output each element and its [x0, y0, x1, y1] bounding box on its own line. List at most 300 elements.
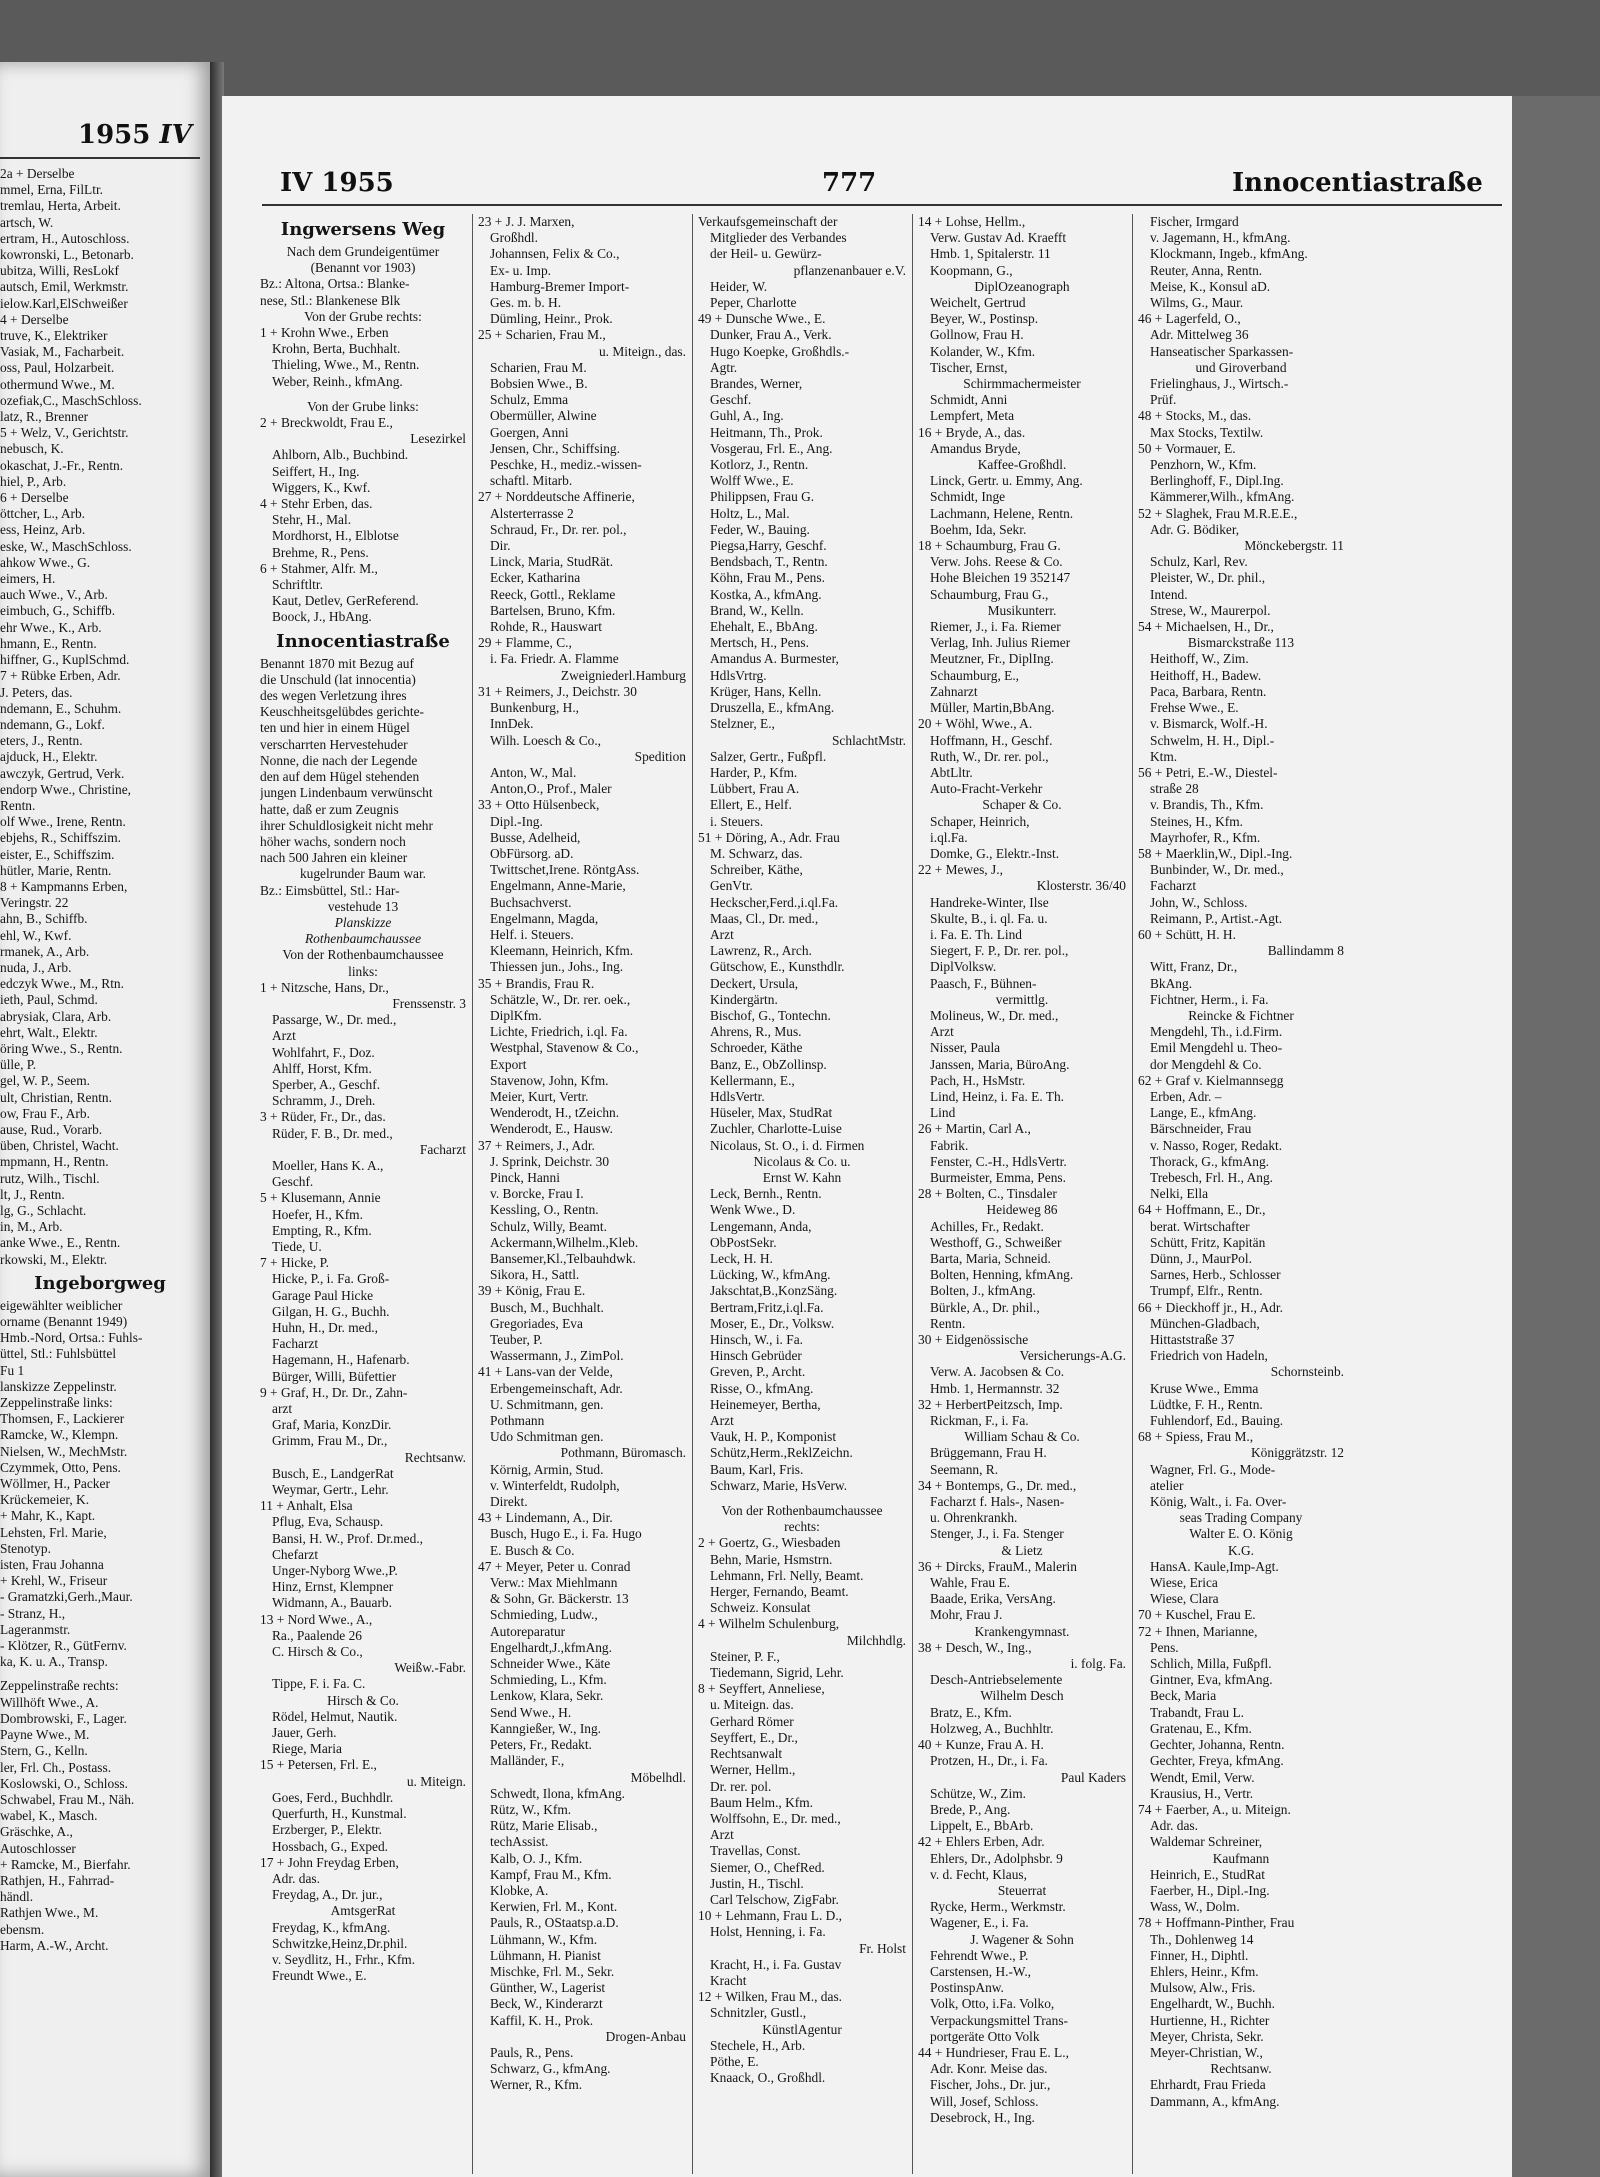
directory-entry: Siegert, F. P., Dr. rer. pol.,	[930, 943, 1069, 959]
directory-entry: 10 + Lehmann, Frau L. D.,	[698, 1908, 843, 1924]
directory-entry: 32 + HerbertPeitzsch, Imp.	[918, 1396, 1063, 1412]
directory-entry: Hicke, P., i. Fa. Groß-	[272, 1271, 390, 1287]
directory-entry: ülle, P.	[0, 1057, 37, 1073]
directory-entry: SchlachtMstr.	[831, 732, 906, 748]
directory-entry: hiel, P., Arb.	[0, 473, 67, 489]
directory-entry: Rütz, Marie Elisab.,	[490, 1818, 598, 1834]
directory-entry: hütler, Marie, Rentn.	[0, 862, 112, 878]
directory-entry: Sarnes, Herb., Schlosser	[1150, 1267, 1281, 1283]
directory-entry: 36 + Dircks, FrauM., Malerin	[918, 1558, 1077, 1574]
directory-entry: Schramm, J., Dreh.	[272, 1093, 376, 1109]
directory-entry: Kessling, O., Rentn.	[490, 1202, 599, 1218]
directory-entry: Burmeister, Emma, Pens.	[930, 1169, 1066, 1185]
directory-entry: HansA. Kaule,Imp-Agt.	[1150, 1558, 1279, 1574]
directory-entry: Lind, Heinz, i. Fa. E. Th.	[930, 1088, 1065, 1104]
directory-entry: 37 + Reimers, J., Adr.	[478, 1137, 595, 1153]
directory-entry: Molineus, W., Dr. med.,	[930, 1007, 1059, 1023]
directory-entry: Domke, G., Elektr.-Inst.	[930, 845, 1060, 861]
directory-entry: M. Schwarz, das.	[710, 845, 803, 861]
directory-entry: Schmieding, L., Kfm.	[490, 1672, 607, 1688]
directory-entry: kugelrunder Baum war.	[299, 866, 427, 882]
directory-entry: Schweiz. Konsulat	[710, 1600, 811, 1616]
directory-entry: straße 28	[1150, 781, 1199, 797]
directory-entry: Verw. Johs. Reese & Co.	[930, 554, 1063, 570]
directory-entry: Holzweg, A., Buchhltr.	[930, 1720, 1054, 1736]
directory-entry: wabel, K., Masch.	[0, 1808, 98, 1824]
directory-entry: Pens.	[1150, 1639, 1179, 1655]
directory-entry: Twittschet,Irene. RöntgAss.	[490, 862, 640, 878]
directory-entry: Ahlff, Horst, Kfm.	[272, 1060, 372, 1076]
directory-entry: verscharrten Hervestehuder	[260, 736, 408, 752]
directory-entry: Schwarz, Marie, HsVerw.	[710, 1477, 848, 1493]
directory-entry: 38 + Desch, W., Ing.,	[918, 1639, 1032, 1655]
directory-entry: GenVtr.	[710, 878, 753, 894]
directory-entry: Witt, Franz, Dr.,	[1150, 959, 1238, 975]
directory-entry: rutz, Wilh., Tischl.	[0, 1170, 100, 1186]
street-heading: Innocentiastraße	[276, 630, 450, 652]
directory-entry: Ahrens, R., Mus.	[710, 1024, 802, 1040]
directory-entry: Engelmann, Magda,	[490, 910, 599, 926]
directory-entry: u. Miteign.	[406, 1773, 466, 1789]
directory-entry: Fuhlendorf, Ed., Bauing.	[1150, 1413, 1284, 1429]
directory-entry: Adr. das.	[272, 1870, 320, 1886]
directory-entry: Pothmann	[490, 1413, 545, 1429]
directory-entry: Rödel, Helmut, Nautik.	[272, 1708, 398, 1724]
directory-entry: 12 + Wilken, Frau M., das.	[698, 1989, 843, 2005]
directory-entry: Widmann, A., Bauarb.	[272, 1595, 392, 1611]
directory-entry: Schulz, Willy, Beamt.	[490, 1218, 607, 1234]
directory-entry: Hoefer, H., Kfm.	[272, 1206, 363, 1222]
directory-entry: 64 + Hoffmann, E., Dr.,	[1138, 1202, 1266, 1218]
directory-entry: öttcher, L., Arb.	[0, 506, 85, 522]
directory-entry: Meyer, Christa, Sekr.	[1150, 2028, 1264, 2044]
directory-entry: Pauls, R., OStaatsp.a.D.	[490, 1915, 619, 1931]
directory-entry: Huhn, H., Dr. med.,	[272, 1320, 378, 1335]
directory-entry: Export	[490, 1056, 527, 1072]
directory-entry: arzt	[272, 1401, 293, 1417]
directory-entry: u. Miteign. das.	[710, 1697, 794, 1713]
directory-entry: Lengemann, Anda,	[710, 1218, 812, 1234]
directory-entry: Schornsteinb.	[1270, 1364, 1344, 1380]
directory-entry: Adr. G. Bödiker,	[1150, 521, 1240, 537]
directory-entry: Steuerrat	[997, 1882, 1047, 1898]
directory-entry: Lawrenz, R., Arch.	[710, 943, 812, 959]
scan-border	[1512, 96, 1600, 2177]
directory-entry: Behn, Marie, Hsmstrn.	[710, 1551, 833, 1567]
directory-entry: K.G.	[1227, 1542, 1255, 1558]
directory-entry: 30 + Eidgenössische	[918, 1332, 1029, 1348]
directory-entry: Musikunterr.	[987, 602, 1057, 618]
directory-entry: Leck, H. H.	[710, 1251, 773, 1266]
directory-entry: Verlag, Inh. Julius Riemer	[930, 635, 1071, 651]
directory-entry: Reincke & Fichtner	[1188, 1007, 1294, 1023]
directory-entry: Philippsen, Frau G.	[710, 489, 815, 505]
directory-entry: Hinz, Ernst, Klempner	[272, 1579, 394, 1595]
directory-entry: Geschf.	[272, 1174, 314, 1190]
directory-entry: Verw.: Max Miehlmann	[490, 1575, 618, 1591]
directory-entry: 22 + Mewes, J.,	[918, 862, 1003, 878]
directory-entry: 16 + Bryde, A., das.	[918, 424, 1026, 440]
directory-entry: Schmidt, Anni	[930, 392, 1008, 408]
directory-entry: 62 + Graf v. Kielmannsegg	[1138, 1072, 1284, 1088]
column-1	[260, 214, 466, 1984]
directory-entry: 4 + Wilhelm Schulenburg,	[698, 1616, 840, 1632]
directory-entry: Krausius, H., Vertr.	[1150, 1785, 1254, 1801]
directory-entry: Brüggemann, Frau H.	[930, 1445, 1047, 1461]
directory-entry: Wiggers, K., Kwf.	[272, 479, 371, 495]
directory-entry: Greven, P., Archt.	[710, 1364, 806, 1380]
directory-entry: Riemer, J., i. Fa. Riemer	[930, 619, 1061, 635]
directory-entry: Schütz,Herm.,ReklZeichn.	[710, 1445, 853, 1461]
directory-entry: Freundt Wwe., E.	[272, 1968, 367, 1984]
directory-entry: 4 + Stehr Erben, das.	[260, 496, 373, 512]
directory-entry: Schriftltr.	[272, 577, 323, 593]
directory-entry: v. Nasso, Roger, Redakt.	[1150, 1137, 1283, 1153]
directory-entry: v. Borcke, Frau I.	[490, 1186, 584, 1202]
directory-entry: Möbelhdl.	[630, 1769, 686, 1785]
directory-entry: 7 + Hicke, P.	[260, 1255, 329, 1271]
directory-entry: 39 + König, Frau E.	[478, 1283, 586, 1299]
directory-entry: 60 + Schütt, H. H.	[1138, 926, 1236, 942]
directory-entry: Rickman, F., i. Fa.	[930, 1413, 1029, 1429]
directory-entry: 25 + Scharien, Frau M.,	[478, 327, 606, 343]
directory-entry: vestehude 13	[327, 898, 399, 914]
directory-entry: öring Wwe., S., Rentn.	[0, 1040, 123, 1056]
left-page	[0, 62, 212, 2177]
directory-entry: Stern, G., Kelln.	[0, 1743, 88, 1759]
directory-entry: Verw. Gustav Ad. Kraefft	[930, 230, 1067, 246]
column-divider	[1132, 214, 1133, 2174]
directory-entry: Frehse Wwe., E.	[1150, 700, 1239, 716]
directory-entry: Mulsow, Alw., Fris.	[1150, 1980, 1256, 1996]
directory-entry: 11 + Anhalt, Elsa	[260, 1498, 353, 1514]
directory-entry: ahkow Wwe., G.	[0, 554, 91, 570]
directory-entry: Busch, Hugo E., i. Fa. Hugo	[490, 1526, 642, 1542]
directory-entry: ehl, W., Kwf.	[0, 927, 72, 943]
directory-entry: Kracht	[710, 1972, 747, 1988]
directory-entry: Dunker, Frau A., Verk.	[710, 327, 832, 343]
directory-entry: Gütschow, E., Kunsthdlr.	[710, 959, 845, 975]
directory-entry: Ehlers, Dr., Adolphsbr. 9	[930, 1850, 1063, 1866]
directory-entry: Rentn.	[930, 1315, 966, 1331]
directory-entry: Kostka, A., kfmAng.	[710, 586, 822, 602]
directory-entry: nuda, J., Arb.	[0, 959, 72, 975]
directory-entry: Versicherungs-A.G.	[1019, 1348, 1126, 1364]
directory-entry: Lenkow, Klara, Sekr.	[490, 1688, 604, 1704]
directory-entry: König, Walt., i. Fa. Over-	[1150, 1494, 1287, 1510]
directory-entry: Anton, W., Mal.	[490, 764, 577, 780]
directory-entry: Bratz, E., Kfm.	[930, 1704, 1012, 1720]
directory-entry: Beck, W., Kinderarzt	[490, 1996, 603, 2012]
directory-entry: Kaffee-Großhdl.	[977, 457, 1067, 473]
directory-entry: ebjehs, R., Schiffszim.	[0, 830, 121, 846]
directory-entry: Hamburg-Bremer Import-	[490, 278, 630, 294]
directory-entry: John, W., Schloss.	[1150, 894, 1248, 910]
directory-entry: Obermüller, Alwine	[490, 408, 597, 424]
directory-entry: Emil Mengdehl u. Theo-	[1150, 1040, 1283, 1056]
directory-entry: 72 + Ihnen, Marianne,	[1138, 1623, 1258, 1639]
directory-entry: orname (Benannt 1949)	[0, 1314, 128, 1330]
directory-entry: Alsterterrasse 2	[490, 505, 574, 521]
directory-entry: Wilms, G., Maur.	[1150, 295, 1244, 311]
directory-entry: Nisser, Paula	[930, 1040, 1001, 1056]
directory-entry: KünstlAgentur	[762, 2021, 842, 2037]
directory-entry: Fischer, Johs., Dr. jur.,	[930, 2077, 1051, 2093]
directory-entry: awczyk, Gertrud, Verk.	[0, 765, 125, 781]
directory-entry: die Unschuld (lat innocentia)	[260, 671, 416, 687]
directory-entry: Ecker, Katharina	[490, 570, 581, 586]
directory-entry: 2a + Derselbe	[0, 166, 75, 181]
directory-entry: 31 + Reimers, J., Deichstr. 30	[478, 683, 637, 699]
directory-entry: Heider, W.	[710, 278, 768, 294]
directory-entry: Gerhard Römer	[710, 1713, 794, 1729]
directory-entry: Intend.	[1150, 586, 1188, 602]
directory-entry: eigewählter weiblicher	[0, 1297, 123, 1313]
directory-entry: endorp Wwe., Christine,	[0, 781, 132, 797]
directory-entry: Siemer, O., ChefRed.	[710, 1859, 825, 1875]
directory-entry: Pflug, Eva, Schausp.	[272, 1514, 384, 1530]
directory-entry: 66 + Dieckhoff jr., H., Adr.	[1138, 1299, 1283, 1315]
directory-entry: PostinspAnw.	[930, 1980, 1004, 1996]
directory-entry: Heckscher,Ferd.,i.ql.Fa.	[710, 894, 839, 910]
directory-entry: Fr. Holst	[859, 1940, 906, 1956]
directory-entry: Engelhardt,J.,kfmAng.	[490, 1639, 612, 1655]
directory-entry: Skulte, B., i. ql. Fa. u.	[930, 910, 1048, 926]
directory-entry: Gechter, Freya, kfmAng.	[1150, 1753, 1284, 1769]
directory-entry: Thiessen jun., Johs., Ing.	[490, 959, 624, 975]
directory-entry: Thorack, G., kfmAng.	[1150, 1153, 1269, 1169]
directory-entry: Mitglieder des Verbandes	[710, 230, 847, 246]
directory-entry: des wegen Verletzung ihres	[260, 688, 407, 704]
directory-entry: Schlich, Milla, Fußpfl.	[1150, 1656, 1272, 1672]
directory-entry: Scharien, Frau M.	[490, 359, 587, 375]
directory-entry: Sperber, A., Geschf.	[272, 1076, 381, 1092]
directory-entry: Ahlborn, Alb., Buchbind.	[272, 447, 409, 463]
directory-entry: Wiese, Clara	[1150, 1591, 1219, 1607]
directory-entry: Riege, Maria	[272, 1741, 342, 1757]
directory-entry: 6 + Derselbe	[0, 490, 69, 506]
directory-entry: 20 + Wöhl, Wwe., A.	[918, 716, 1033, 732]
directory-entry: Pinck, Hanni	[490, 1169, 560, 1185]
directory-entry: Busch, E., LandgerRat	[272, 1465, 394, 1481]
street-heading: Ingwersens Weg	[280, 219, 446, 240]
directory-entry: 5 + Klusemann, Annie	[260, 1190, 381, 1206]
directory-entry: Klockmann, Ingeb., kfmAng.	[1150, 246, 1308, 262]
directory-entry: Mayrhofer, R., Kfm.	[1150, 829, 1261, 845]
directory-entry: Schneider Wwe., Käte	[490, 1656, 611, 1672]
directory-entry: 6 + Stahmer, Alfr. M.,	[260, 560, 378, 576]
directory-entry: rmanek, A., Arb.	[0, 943, 90, 959]
directory-entry: Friedrich von Hadeln,	[1150, 1348, 1268, 1364]
directory-entry: Stavenow, John, Kfm.	[490, 1072, 609, 1088]
directory-entry: ndemann, E., Schuhm.	[0, 700, 122, 716]
directory-entry: Baade, Erika, VersAng.	[930, 1591, 1056, 1607]
directory-entry: Czymmek, Otto, Pens.	[0, 1459, 121, 1475]
directory-entry: Schwedt, Ilona, kfmAng.	[490, 1785, 625, 1801]
directory-entry: Schwarz, G., kfmAng.	[490, 2061, 611, 2077]
directory-entry: Mischke, Frl. M., Sekr.	[490, 1963, 615, 1979]
directory-entry: J. Peters, das.	[0, 684, 73, 700]
directory-entry: 13 + Nord Wwe., A.,	[260, 1611, 373, 1627]
directory-entry: v. Winterfeldt, Rudolph,	[490, 1477, 620, 1493]
directory-entry: + Mahr, K., Kapt.	[0, 1508, 96, 1524]
directory-entry: Thieling, Wwe., M., Rentn.	[272, 357, 420, 373]
directory-entry: Boock, J., HbAng.	[272, 609, 372, 625]
directory-entry: Schmieding, Ludw.,	[490, 1607, 598, 1623]
directory-entry: Paasch, F., Bühnen-	[930, 975, 1037, 991]
directory-entry: portgeräte Otto Volk	[930, 2028, 1040, 2044]
directory-entry: Payne Wwe., M.	[0, 1727, 90, 1743]
directory-entry: Facharzt	[419, 1141, 466, 1157]
directory-entry: Teuber, P.	[490, 1332, 543, 1348]
directory-entry: Strese, W., Maurerpol.	[1150, 602, 1271, 618]
directory-entry: 2 + Breckwoldt, Frau E.,	[260, 415, 393, 431]
directory-entry: Engelhardt, W., Buchh.	[1150, 1996, 1275, 2012]
directory-entry: Stelzner, E.,	[710, 716, 775, 732]
directory-entry: üttel, Stl.: Fuhlsbüttel	[0, 1346, 117, 1362]
directory-entry: Schreiber, Käthe,	[710, 862, 803, 878]
directory-entry: Prüf.	[1150, 392, 1177, 408]
directory-entry: Kämmerer,Wilh., kfmAng.	[1150, 489, 1295, 505]
directory-entry: 49 + Dunsche Wwe., E.	[698, 311, 826, 327]
directory-entry: Mönckebergstr. 11	[1244, 538, 1344, 554]
directory-entry: Fehrendt Wwe., P.	[930, 1947, 1029, 1963]
directory-entry: Peper, Charlotte	[710, 295, 797, 311]
directory-entry: Brehme, R., Pens.	[272, 544, 369, 560]
directory-entry: Tippe, F. i. Fa. C.	[272, 1676, 366, 1692]
directory-entry: Bismarckstraße 113	[1187, 635, 1295, 651]
directory-entry: Schaper, Heinrich,	[930, 813, 1030, 829]
directory-entry: Weißw.-Fabr.	[394, 1660, 466, 1676]
directory-entry: Nelki, Ella	[1150, 1186, 1209, 1202]
directory-entry: Walter E. O. König	[1189, 1526, 1293, 1542]
directory-entry: Reimann, P., Artist.-Agt.	[1150, 910, 1283, 926]
directory-entry: Wenk Wwe., D.	[710, 1202, 796, 1218]
directory-entry: ebensm.	[0, 1921, 45, 1937]
directory-entry: Hanseatischer Sparkassen-	[1150, 343, 1294, 359]
directory-entry: Arzt	[710, 1413, 734, 1429]
directory-entry: Steiner, P. F.,	[710, 1648, 780, 1664]
directory-entry: Salzer, Gertr., Fußpfl.	[710, 748, 827, 764]
directory-entry: i. Fa. E. Th. Lind	[930, 926, 1022, 942]
directory-entry: Seemann, R.	[930, 1461, 999, 1477]
directory-entry: i. Steuers.	[710, 813, 764, 829]
directory-entry: Adr. Mittelweg 36	[1150, 327, 1249, 343]
directory-entry: Schwabel, Frau M., Näh.	[0, 1791, 135, 1807]
directory-entry: Goergen, Anni	[490, 424, 569, 440]
directory-entry: Busse, Adelheid,	[490, 829, 581, 845]
directory-entry: Von der Grube rechts:	[304, 308, 422, 324]
directory-entry: Auto-Fracht-Verkehr	[930, 781, 1043, 797]
column-divider	[912, 214, 913, 2174]
directory-entry: Fabrik.	[930, 1137, 969, 1153]
directory-entry: Rechtsanwalt	[710, 1746, 783, 1762]
directory-entry: Stechele, H., Arb.	[710, 2037, 806, 2053]
directory-entry: Milchhdlg.	[846, 1632, 906, 1648]
directory-entry: 40 + Kunze, Frau A. H.	[918, 1737, 1044, 1753]
directory-entry: Schnitzler, Gustl.,	[710, 2005, 807, 2021]
directory-entry: Wilhelm Desch	[980, 1688, 1064, 1704]
directory-entry: 17 + John Freydag Erben,	[260, 1854, 399, 1870]
directory-entry: ehrt, Walt., Elektr.	[0, 1024, 98, 1040]
directory-entry: München-Gladbach,	[1150, 1315, 1260, 1331]
directory-entry: hiffner, G., KuplSchmd.	[0, 652, 130, 668]
directory-entry: Wohlfahrt, F., Doz.	[272, 1044, 375, 1060]
directory-entry: atelier	[1150, 1477, 1184, 1493]
directory-entry: Stenger, J., i. Fa. Stenger	[930, 1526, 1064, 1542]
directory-entry: Lippelt, E., BbArb.	[930, 1818, 1034, 1834]
column-5	[1138, 214, 1344, 2110]
directory-entry: seas Trading Company	[1179, 1510, 1303, 1526]
directory-entry: 35 + Brandis, Frau R.	[478, 975, 595, 991]
directory-entry: jungen Lindenbaum verwünscht	[260, 785, 433, 801]
directory-entry: AbtLltr.	[930, 764, 973, 780]
directory-entry: Lind	[930, 1105, 956, 1121]
directory-entry: Linck, Gertr. u. Emmy, Ang.	[930, 473, 1083, 489]
directory-entry: 2 + Goertz, G., Wiesbaden	[698, 1535, 841, 1551]
directory-entry: Erbengemeinschaft, Adr.	[490, 1380, 623, 1396]
directory-entry: Linck, Maria, StudRät.	[490, 554, 614, 570]
directory-entry: E. Busch & Co.	[490, 1542, 575, 1558]
directory-entry: Kanngießer, W., Ing.	[490, 1720, 602, 1736]
directory-entry: Spedition	[634, 748, 686, 764]
directory-entry: Ballindamm 8	[1267, 943, 1344, 959]
directory-entry: 58 + Maerklin,W., Dipl.-Ing.	[1138, 845, 1293, 861]
directory-entry: Von der Grube links:	[307, 398, 419, 414]
directory-entry: Justin, H., Tischl.	[710, 1875, 804, 1891]
directory-entry: lg, G., Schlacht.	[0, 1203, 87, 1218]
directory-entry: Kalb, O. J., Kfm.	[490, 1850, 583, 1866]
directory-entry: DiplKfm.	[490, 1007, 542, 1023]
directory-entry: U. Schmitmann, gen.	[490, 1396, 604, 1412]
directory-entry: Nach dem Grundeigentümer	[286, 244, 440, 259]
directory-entry: Sikora, H., Sattl.	[490, 1267, 580, 1283]
directory-entry: 28 + Bolten, C., Tinsdaler	[918, 1186, 1057, 1202]
directory-entry: Bendsbach, T., Rentn.	[710, 554, 828, 570]
directory-entry: Piegsa,Harry, Geschf.	[710, 538, 827, 554]
directory-entry: Feder, W., Bauing.	[710, 521, 810, 537]
directory-entry: rechts:	[784, 1519, 820, 1535]
directory-entry: 1 + Krohn Wwe., Erben	[260, 325, 389, 341]
spacer	[0, 1670, 200, 1678]
directory-entry: Adr. das.	[1150, 1818, 1198, 1834]
directory-entry: Bolten, Henning, kfmAng.	[930, 1267, 1074, 1283]
street-heading: Ingeborgweg	[34, 1272, 166, 1294]
directory-entry: Hirsch & Co.	[327, 1692, 399, 1708]
directory-entry: ess, Heinz, Arb.	[0, 522, 86, 538]
directory-entry: Jauer, Gerh.	[272, 1725, 337, 1741]
directory-entry: Risse, O., kfmAng.	[710, 1380, 814, 1396]
directory-entry: Direkt.	[490, 1494, 528, 1510]
directory-entry: 15 + Petersen, Frl. E.,	[260, 1757, 377, 1773]
directory-entry: oss, Paul, Holzarbeit.	[0, 360, 115, 376]
directory-entry: Leck, Bernh., Rentn.	[710, 1186, 822, 1202]
directory-entry: v. Brandis, Th., Kfm.	[1150, 797, 1264, 813]
directory-entry: Krüger, Hans, Kelln.	[710, 683, 822, 699]
directory-entry: Klosterstr. 36/40	[1036, 878, 1126, 894]
directory-entry: Fu 1	[0, 1362, 25, 1378]
directory-entry: - Klötzer, R., GütFernv.	[0, 1638, 127, 1654]
directory-entry: Wolff Wwe., E.	[710, 473, 794, 489]
directory-entry: Fenster, C.-H., HdlsVertr.	[930, 1153, 1067, 1169]
directory-entry: Ktm.	[1150, 748, 1178, 764]
directory-entry: Wendt, Emil, Verw.	[1150, 1769, 1255, 1785]
directory-entry: Bobsien Wwe., B.	[490, 376, 588, 392]
directory-entry: Klobke, A.	[490, 1882, 549, 1898]
directory-entry: Busch, M., Buchhalt.	[490, 1299, 604, 1315]
directory-entry: Johannsen, Felix & Co.,	[490, 246, 620, 262]
directory-entry: Vauk, H. P., Komponist	[710, 1429, 837, 1445]
